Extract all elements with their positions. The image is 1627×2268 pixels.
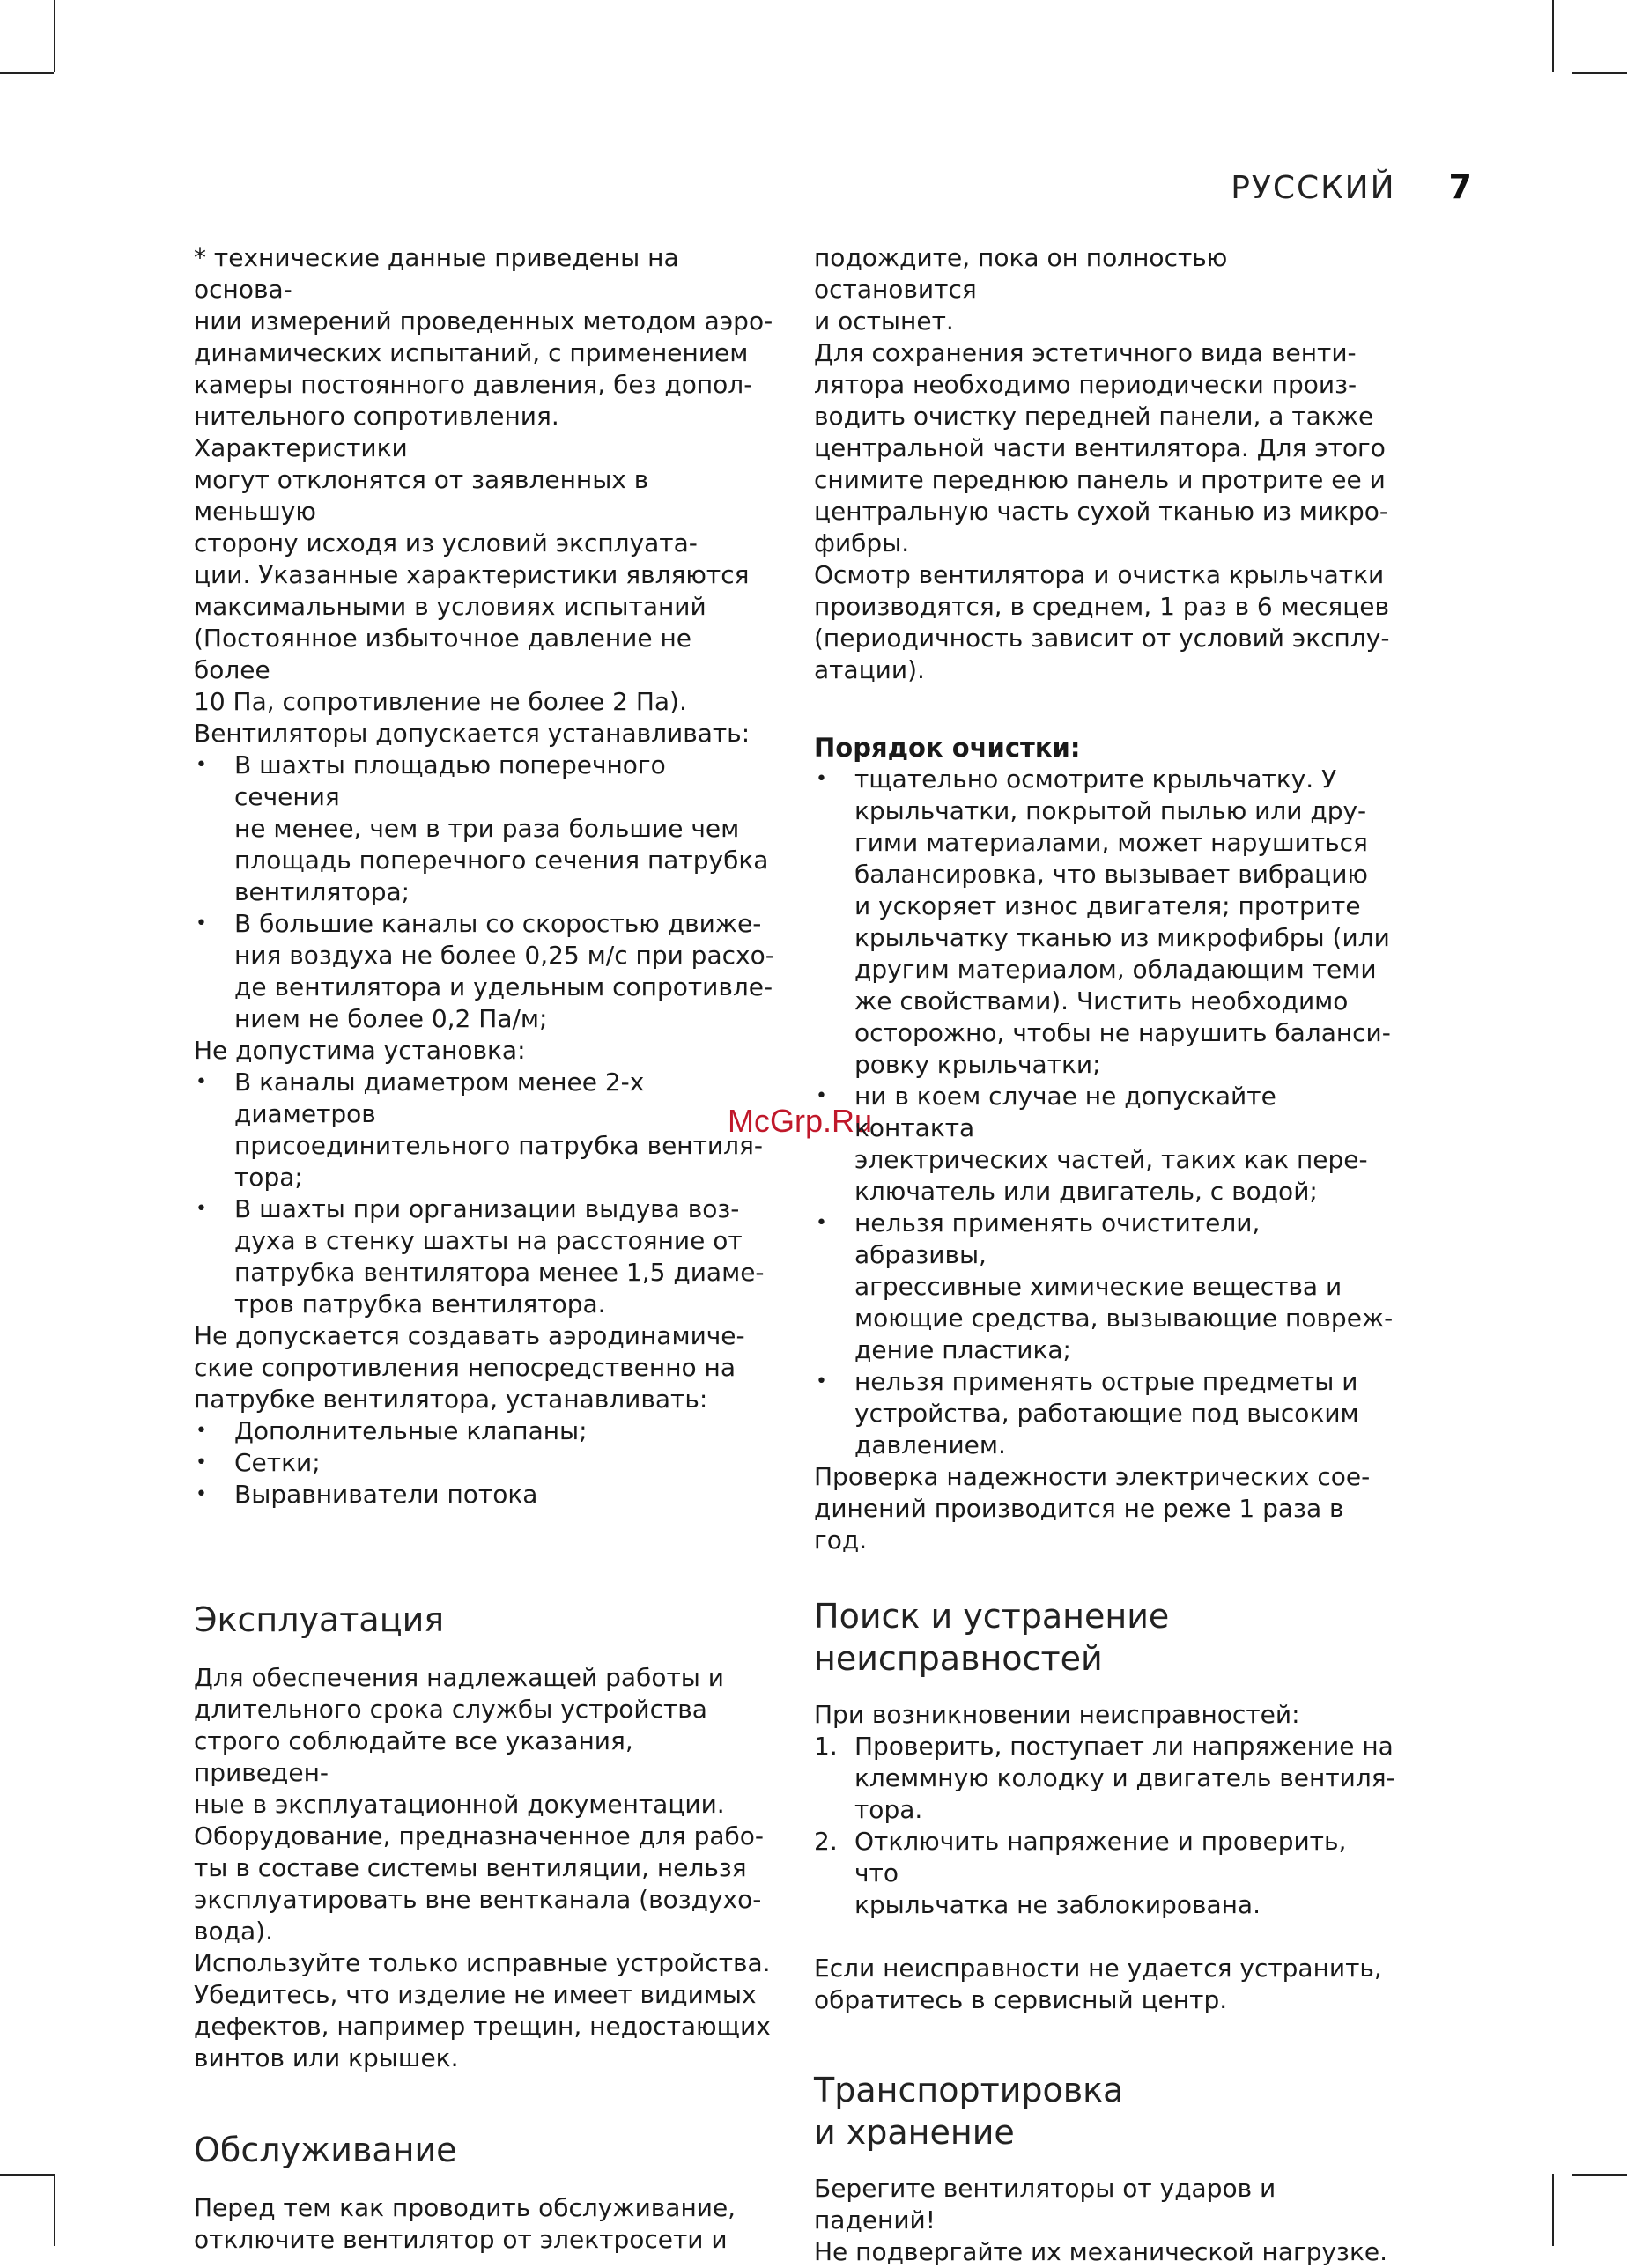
text-line: ты в составе системы вентиляции, нельзя — [194, 1853, 747, 1882]
text-line: эксплуатировать вне вентканала (воздухо- — [194, 1885, 762, 1914]
text-line: динений производится не реже 1 раза в год. — [814, 1494, 1344, 1555]
text-line: устройства, работающие под высоким — [854, 1399, 1359, 1428]
text-line: гими материалами, может нарушиться — [854, 828, 1368, 857]
text-line: площадь поперечного сечения патрубка — [234, 846, 769, 875]
text-line: патрубка вентилятора менее 1,5 диаме- — [234, 1258, 765, 1287]
text-line: другим материалом, обладающим теми — [854, 955, 1377, 984]
crop-mark — [0, 72, 54, 74]
text-line: камеры постоянного давления, без допол- — [194, 370, 753, 399]
crop-mark — [1572, 2174, 1627, 2176]
text-line: присоединительного патрубка вентиля- — [234, 1131, 763, 1160]
text-line: же свойствами). Чистить необходимо — [854, 986, 1349, 1016]
heading-line: и хранение — [814, 2113, 1015, 2152]
text-line: производятся, в среднем, 1 раз в 6 месяцев — [814, 592, 1390, 621]
text-line: водить очистку передней панели, а также — [814, 402, 1374, 431]
text-line: Оборудование, предназначенное для рабо- — [194, 1821, 765, 1851]
text-line: балансировка, что вызывает вибрацию — [854, 860, 1368, 889]
text-line: нительного сопротивления. Характеристики — [194, 402, 559, 462]
intro-paragraph — [194, 242, 775, 750]
text-line: и остынет. — [814, 307, 954, 336]
text-line: • В большие каналы со скоростью движе- — [234, 909, 762, 938]
text-line: • нельзя применять очистители, абразивы, — [854, 1208, 1261, 1269]
text-line: • Сетки; — [234, 1448, 321, 1477]
not-allowed-heading: Не допустима установка: — [194, 1036, 526, 1065]
troubleshooting-steps — [814, 1731, 1395, 1921]
text-line: ные в эксплуатационной документации. — [194, 1790, 725, 1819]
left-column — [194, 242, 775, 2256]
text-line: дефектов, например трещин, недостающих — [194, 2012, 771, 2041]
text-line: * технические данные приведены на основа- — [194, 243, 679, 304]
list-item — [194, 750, 775, 908]
text-line: тора; — [234, 1163, 303, 1192]
list-item — [194, 1447, 775, 1479]
text-line: обратитесь в сервисный центр. — [814, 1985, 1228, 2014]
text-line: максимальными в условиях испытаний — [194, 592, 706, 621]
text-line: динамических испытаний, с применением — [194, 338, 749, 367]
text-line: Берегите вентиляторы от ударов и падений! — [814, 2174, 1276, 2235]
text-line: • В шахты площадью поперечного сечения — [234, 750, 666, 811]
text-line: • нельзя применять острые предметы и — [854, 1367, 1358, 1396]
list-item — [814, 1366, 1395, 1461]
text-line: • В каналы диаметром менее 2-х диаметров — [234, 1068, 645, 1128]
text-line: де вентилятора и удельным сопротивле- — [234, 972, 773, 1001]
text-line: давлением. — [854, 1430, 1006, 1459]
text-line: сторону исходя из условий эксплуата- — [194, 528, 698, 558]
text-line: не менее, чем в три раза большие чем — [234, 814, 740, 843]
crop-mark — [54, 2174, 55, 2246]
text-line: подождите, пока он полностью остановится — [814, 243, 1228, 304]
text-line: Отключить напряжение и проверить, что — [854, 1827, 1347, 1888]
watermark: McGrp.Ru — [728, 1103, 873, 1139]
text-line: моющие средства, вызывающие повреж- — [854, 1304, 1394, 1333]
heading-line: Транспортировка — [814, 2071, 1124, 2109]
crop-mark — [1552, 2174, 1554, 2246]
language-label: РУССКИЙ — [1231, 170, 1396, 206]
text-line: Убедитесь, что изделие не имеет видимых — [194, 1980, 757, 2009]
text-line: электрических частей, таких как пере- — [854, 1145, 1368, 1174]
heading-line: Поиск и устранение — [814, 1597, 1170, 1636]
operation-heading: Эксплуатация — [194, 1600, 445, 1639]
text-line: крыльчатку тканью из микрофибры (или — [854, 923, 1390, 952]
page-header — [1231, 167, 1472, 206]
text-line: (Постоянное избыточное давление не более — [194, 624, 691, 684]
text-line: нием не более 0,2 Па/м; — [234, 1004, 548, 1033]
text-line: крыльчатка не заблокирована. — [854, 1890, 1261, 1919]
text-line: ключатель или двигатель, с водой; — [854, 1177, 1318, 1206]
troubleshooting-heading — [814, 1595, 1395, 1680]
list-item — [814, 1731, 1395, 1826]
text-line: Если неисправности не удается устранить, — [814, 1954, 1382, 1983]
text-line: лятора необходимо периодически произ- — [814, 370, 1357, 399]
service-continued-paragraph — [814, 242, 1395, 686]
text-line: патрубке вентилятора, устанавливать: — [194, 1385, 708, 1414]
text-line: ции. Указанные характеристики являются — [194, 560, 750, 589]
text-line: Используйте только исправные устройства. — [194, 1948, 771, 1977]
cleaning-list — [814, 764, 1395, 1461]
text-line: • Выравниватели потока — [234, 1480, 538, 1509]
text-line: ские сопротивления непосредственно на — [194, 1353, 736, 1382]
heading-line: неисправностей — [814, 1639, 1103, 1678]
text-line: осторожно, чтобы не нарушить баланси- — [854, 1018, 1391, 1047]
text-line: тора. — [854, 1795, 923, 1824]
list-item — [814, 1826, 1395, 1921]
text-line: Проверить, поступает ли напряжение на — [854, 1732, 1394, 1761]
list-item — [814, 764, 1395, 1081]
text-line: • ни в коем случае не допускайте контакта — [854, 1082, 1276, 1142]
text-line: агрессивные химические вещества и — [854, 1272, 1342, 1301]
text-line: могут отклонятся от заявленных в меньшую — [194, 465, 649, 526]
list-item — [194, 1479, 775, 1511]
crop-mark — [1552, 0, 1554, 72]
list-item — [194, 1067, 775, 1193]
text-line: 10 Па, сопротивление не более 2 Па). — [194, 687, 687, 716]
text-line: Для обеспечения надлежащей работы и — [194, 1663, 724, 1692]
text-line: Не допускается создавать аэродинамиче- — [194, 1321, 745, 1350]
text-line: строго соблюдайте все указания, приведен- — [194, 1726, 633, 1787]
crop-mark — [54, 0, 55, 72]
text-line: центральной части вентилятора. Для этого — [814, 433, 1386, 462]
text-line: и ускоряет износ двигателя; протрите — [854, 891, 1361, 920]
allowed-installation-list — [194, 750, 775, 1035]
text-line: дение пластика; — [854, 1335, 1071, 1364]
text-line: вентилятора; — [234, 877, 410, 906]
service-paragraph — [194, 2192, 775, 2256]
resistance-paragraph — [194, 1320, 775, 1415]
text-line: Проверка надежности электрических сое- — [814, 1462, 1371, 1491]
text-line: винтов или крышек. — [194, 2043, 459, 2072]
list-item — [194, 1415, 775, 1447]
resistance-list — [194, 1415, 775, 1511]
crop-mark — [1572, 72, 1627, 74]
text-line: духа в стенку шахты на расстояние от — [234, 1226, 743, 1255]
transport-heading — [814, 2069, 1395, 2153]
list-item — [814, 1208, 1395, 1366]
text-line: атации). — [814, 655, 925, 684]
text-line: • тщательно осмотрите крыльчатку. У — [854, 765, 1337, 794]
page-number: 7 — [1448, 167, 1472, 206]
cleaning-heading: Порядок очистки: — [814, 733, 1081, 763]
text-line: тров патрубка вентилятора. — [234, 1289, 606, 1319]
text-line: клеммную колодку и двигатель вентиля- — [854, 1763, 1395, 1792]
transport-paragraph — [814, 2173, 1395, 2268]
service-center-paragraph — [814, 1953, 1395, 2016]
text-line: вода). — [194, 1917, 273, 1946]
text-line: ния воздуха не более 0,25 м/с при расхо- — [234, 941, 774, 970]
text-line: Перед тем как проводить обслуживание, — [194, 2193, 736, 2222]
right-column — [814, 242, 1395, 2268]
text-line: отключите вентилятор от электросети и — [194, 2225, 728, 2254]
text-line: Для сохранения эстетичного вида венти- — [814, 338, 1357, 367]
text-line: длительного срока службы устройства — [194, 1695, 707, 1724]
service-heading: Обслуживание — [194, 2131, 457, 2169]
connection-check-paragraph — [814, 1461, 1395, 1556]
crop-mark — [0, 2174, 54, 2176]
text-line: • В шахты при организации выдува воз- — [234, 1194, 740, 1223]
text-line: (периодичность зависит от условий эксплу- — [814, 624, 1390, 653]
not-allowed-list — [194, 1067, 775, 1320]
text-line: Осмотр вентилятора и очистка крыльчатки — [814, 560, 1385, 589]
text-line: центральную часть сухой тканью из микро- — [814, 497, 1389, 526]
text-line: Вентиляторы допускается устанавливать: — [194, 719, 751, 748]
text-line: Не подвергайте их механической нагрузке. — [814, 2237, 1387, 2266]
list-item — [194, 908, 775, 1035]
text-line: крыльчатки, покрытой пылью или дру- — [854, 796, 1367, 825]
step-number: 1. — [814, 1732, 838, 1761]
list-item — [194, 1193, 775, 1320]
text-line: снимите переднюю панель и протрите ее и — [814, 465, 1386, 494]
list-item — [814, 1081, 1395, 1208]
step-number: 2. — [814, 1827, 838, 1856]
text-line: • Дополнительные клапаны; — [234, 1416, 588, 1445]
text-line: нии измерений проведенных методом аэро- — [194, 307, 773, 336]
text-line: фибры. — [814, 528, 910, 558]
text-line: ровку крыльчатки; — [854, 1050, 1101, 1079]
troubleshooting-intro: При возникновении неисправностей: — [814, 1700, 1300, 1729]
operation-paragraph — [194, 1662, 775, 2074]
